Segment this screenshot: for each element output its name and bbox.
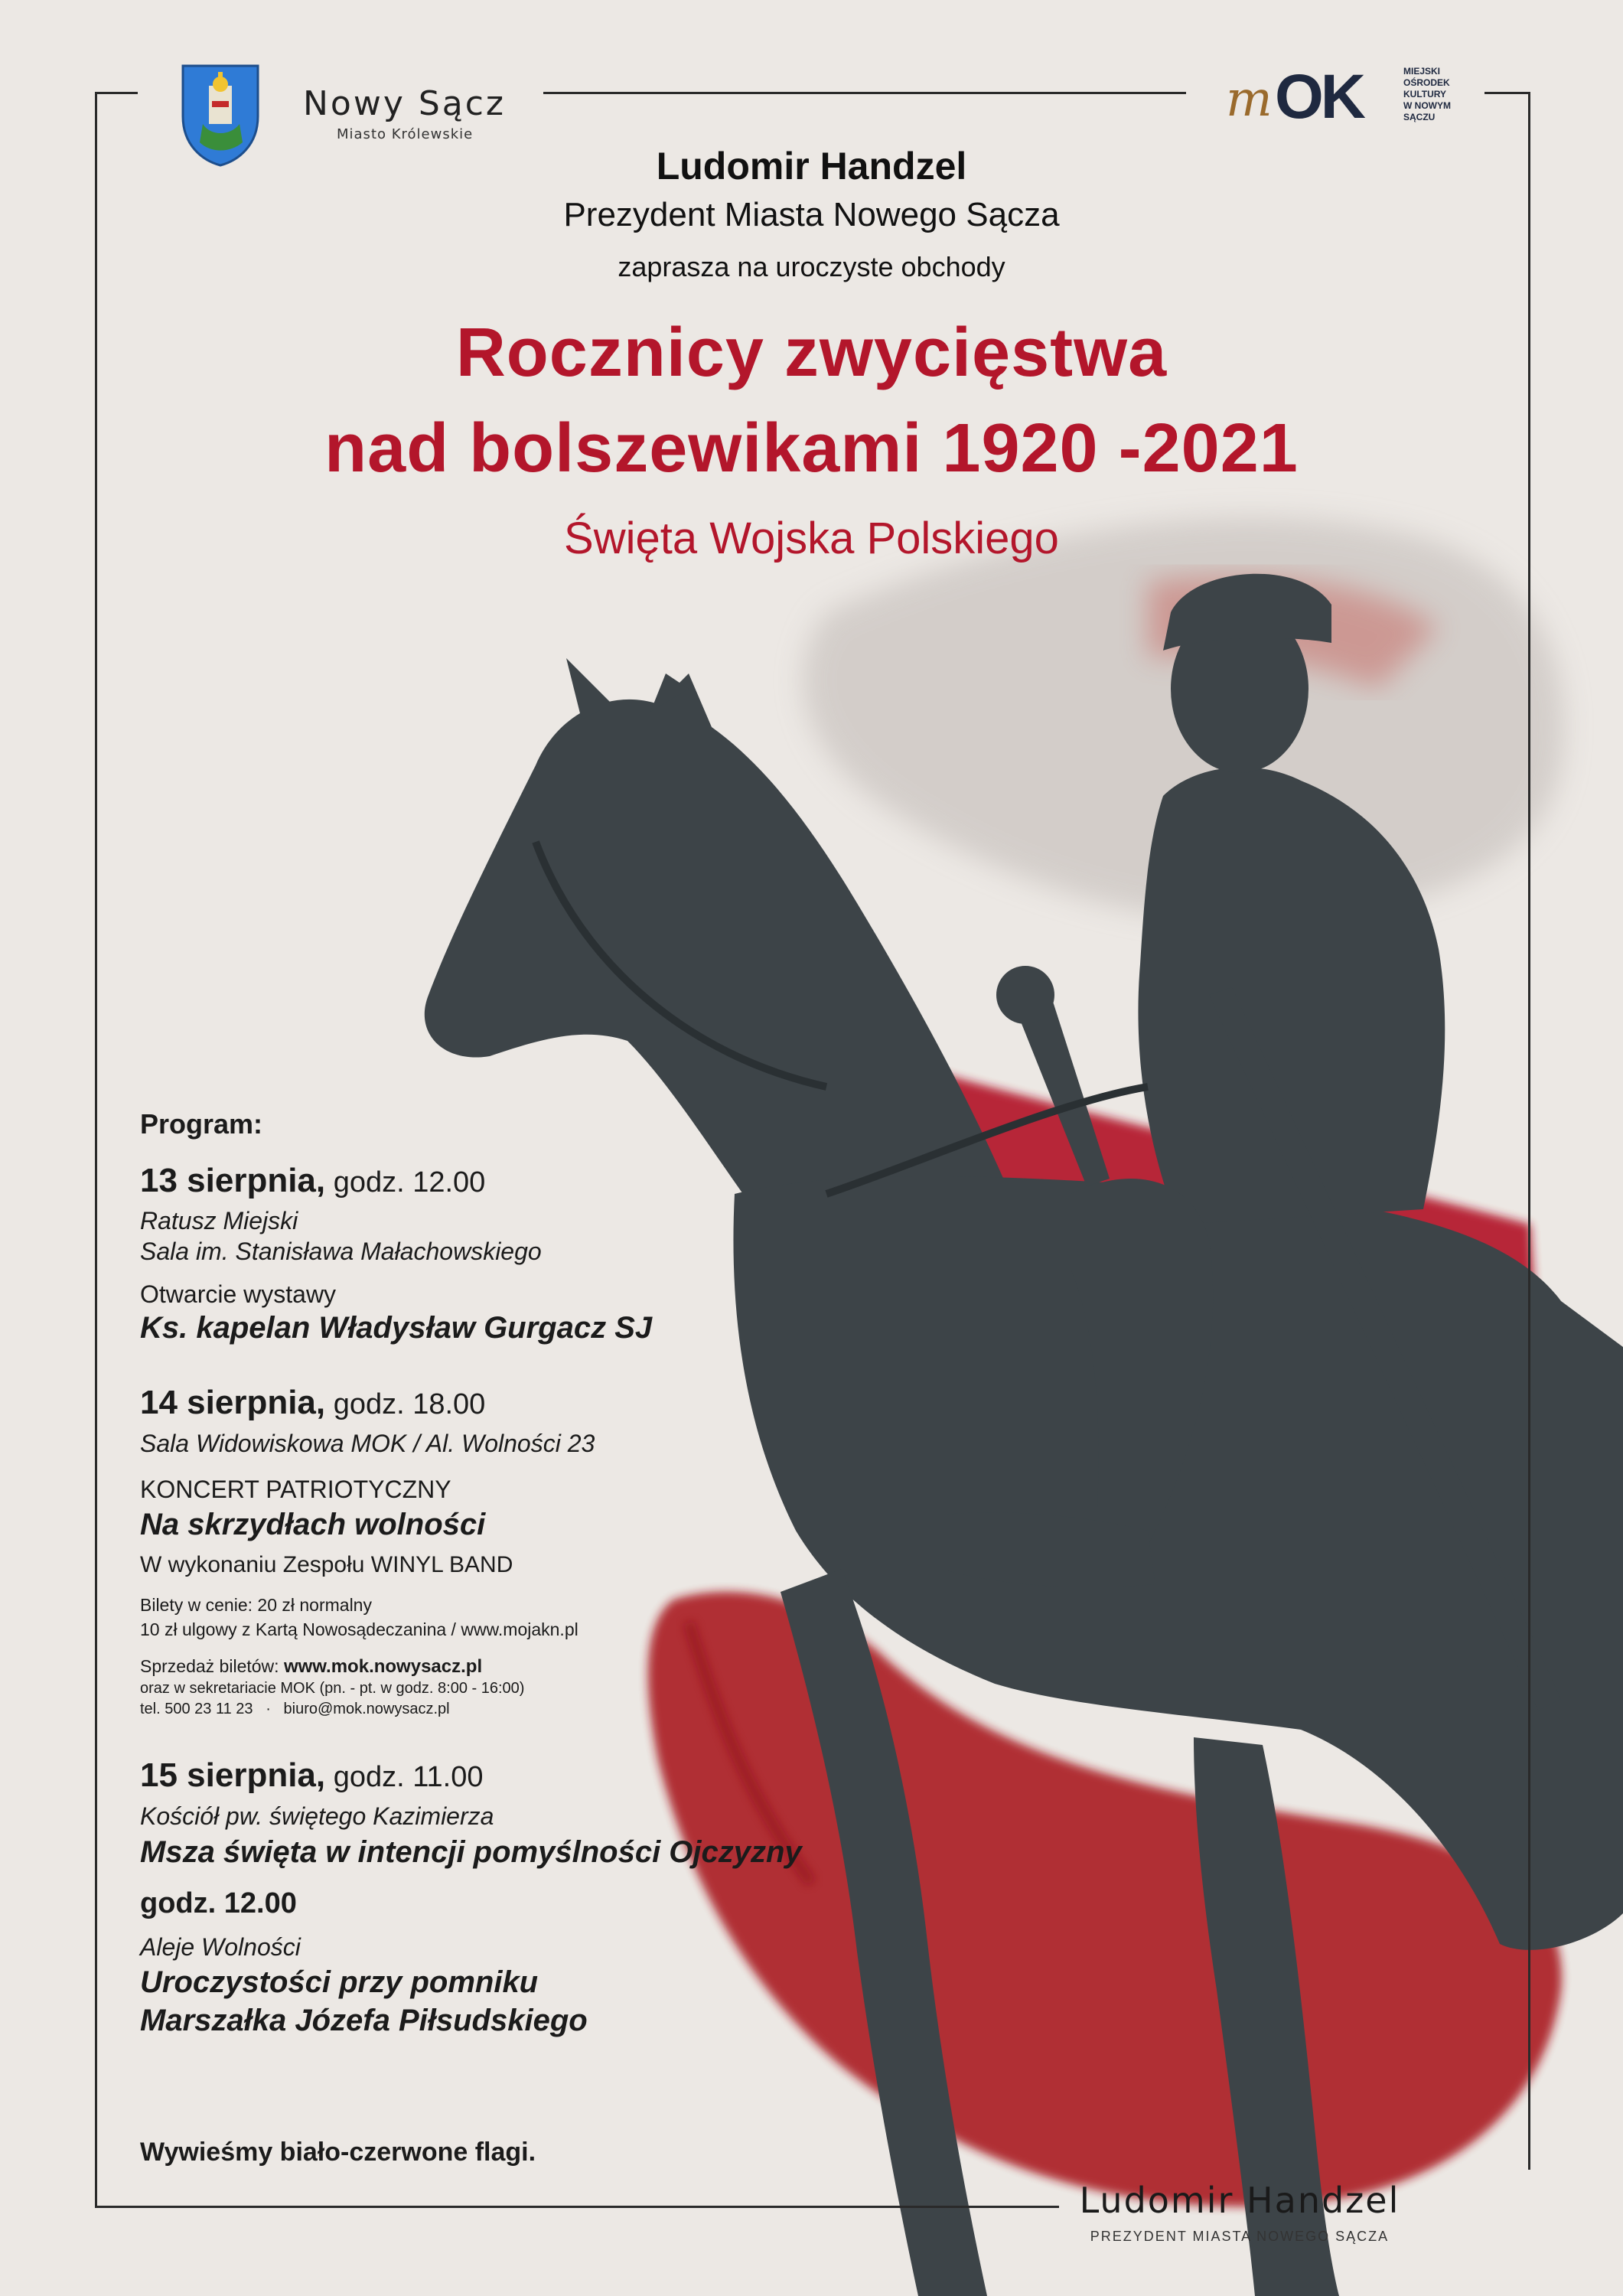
day2-sales-row (140, 1656, 905, 1678)
day1-time: godz. 12.00 (325, 1166, 486, 1199)
day2-date-row (140, 1384, 905, 1422)
host-title: Prezydent Miasta Nowego Sącza (563, 196, 1060, 233)
city-subtitle: Miasto Królewskie (337, 126, 474, 142)
day1-date: 13 sierpnia, (140, 1162, 326, 1199)
host-name: Ludomir Handzel (656, 145, 967, 188)
day2-tickets-1: Bilety w cenie: 20 zł normalny (140, 1595, 372, 1615)
mok-line: SĄCZU (1403, 112, 1436, 122)
signature-name: Ludomir Handzel (1079, 2180, 1400, 2221)
day1-place1: Ratusz Miejski (140, 1207, 298, 1234)
frame-top-middle (543, 92, 1186, 94)
mok-logo (1226, 62, 1478, 135)
day1-place2: Sala im. Stanisława Małachowskiego (140, 1238, 542, 1265)
day2-sales-link[interactable]: www.mok.nowysacz.pl (283, 1656, 483, 1677)
title-line-1: Rocznicy zwycięstwa (455, 315, 1168, 391)
day3-event2-line2: Marszałka Józefa Piłsudskiego (140, 2004, 588, 2037)
day3-date-row (140, 1756, 905, 1795)
day2-contact: tel. 500 23 11 23 · biuro@mok.nowysacz.pl (140, 1701, 450, 1717)
mok-line: MIEJSKI (1403, 66, 1441, 77)
day2-performer: W wykonaniu Zespołu WINYL BAND (140, 1552, 513, 1577)
day2-time: godz. 18.00 (325, 1388, 486, 1420)
program-heading: Program: (140, 1108, 263, 1140)
day3-event2-line1: Uroczystości przy pomniku (140, 1965, 539, 1999)
mok-m-mark: m (1226, 71, 1273, 128)
day2-event-type: KONCERT PATRIOTYCZNY (140, 1476, 451, 1503)
day2-sales-2: oraz w sekretariacie MOK (pn. - pt. w godz. 8:00 - 16:00) (140, 1680, 525, 1697)
day2-event-title: Na skrzydłach wolności (140, 1508, 486, 1541)
frame-top-right (1484, 92, 1530, 94)
subtitle: Święta Wojska Polskiego (564, 514, 1059, 563)
day2-tickets-2: 10 zł ulgowy z Kartą Nowosądeczanina / www.mojakn.pl (140, 1619, 578, 1639)
mok-line: OŚRODEK (1403, 77, 1450, 88)
day3-place1: Kościół pw. świętego Kazimierza (140, 1802, 494, 1830)
title-line-2: nad bolszewikami 1920 -2021 (324, 410, 1299, 487)
day2-place: Sala Widowiskowa MOK / Al. Wolności 23 (140, 1430, 595, 1457)
frame-bottom (95, 2206, 1059, 2208)
city-name: Nowy Sącz (303, 84, 507, 123)
invitation-text: zaprasza na uroczyste obchody (618, 251, 1005, 282)
frame-right (1528, 92, 1530, 2170)
day3-event1: Msza święta w intencji pomyślności Ojczyzny (140, 1835, 802, 1869)
day1-event-type: Otwarcie wystawy (140, 1280, 337, 1308)
day1-event-title: Ks. kapelan Władysław Gurgacz SJ (140, 1311, 653, 1345)
mok-line: W NOWYM (1403, 100, 1451, 111)
day3-date: 15 sierpnia, (140, 1756, 326, 1794)
day2-date: 14 sierpnia, (140, 1384, 326, 1421)
mok-text (1403, 66, 1451, 123)
signature-title: PREZYDENT MIASTA NOWEGO SĄCZA (1090, 2229, 1390, 2244)
mok-line: KULTURY (1403, 89, 1446, 99)
frame-top-left (95, 92, 138, 94)
flags-call: Wywieśmy biało-czerwone flagi. (140, 2138, 536, 2167)
day3-time2: godz. 12.00 (140, 1887, 297, 1919)
day1-date-row (140, 1162, 905, 1200)
day3-time: godz. 11.00 (325, 1761, 484, 1793)
day2-sales-label: Sprzedaż biletów: (140, 1656, 284, 1676)
mok-letters: OK (1275, 62, 1363, 132)
day3-place2: Aleje Wolności (140, 1933, 301, 1961)
